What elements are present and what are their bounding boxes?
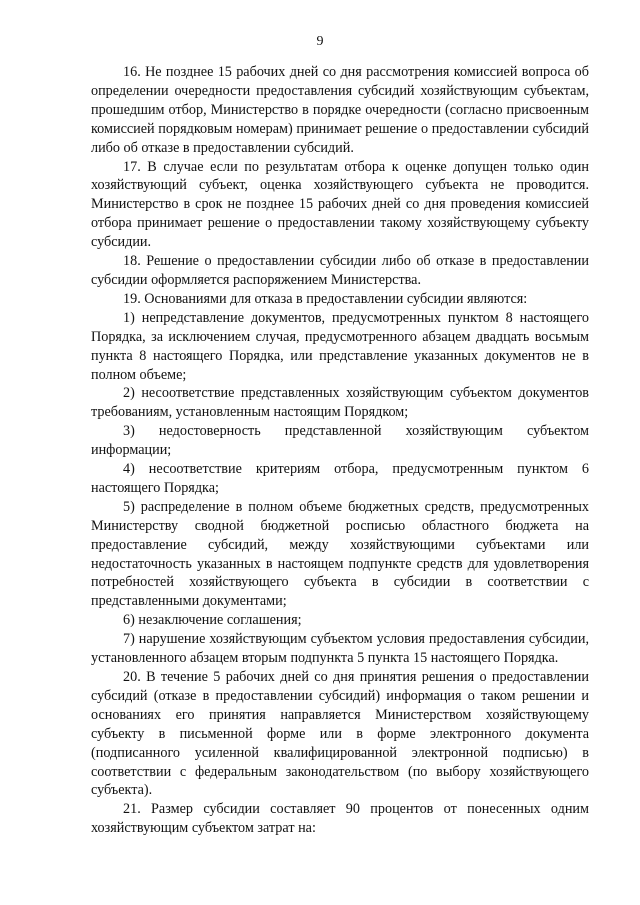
paragraph-19: 19. Основаниями для отказа в предоставлении субсидии являются: (123, 290, 528, 307)
page-number: 9 (316, 34, 324, 49)
paragraph-21: 21. Размер субсидии составляет 90 процентов от понесенных одним хозяйствующим субъектом затрат на: (91, 801, 589, 837)
paragraph-18: 18. Решение о предоставлении субсидии либо об отказе в предоставлении субсидии оформляется распоряжением Министерства. (91, 253, 589, 288)
list-item-19-6: 6) незаключение соглашения; (123, 612, 302, 629)
list-item-19-1: 1) непредставление документов, предусмотренных пунктом 8 настоящего Порядка, за исключением случая, предусмотренного абзацем двадцать восьмым пункта 8 настоящего Порядка, или представление указанных документов не в полном объеме; (91, 309, 589, 383)
list-item-19-5: 5) распределение в полном объеме бюджетных средств, предусмотренных Министерству сводной бюджетной росписью областного бюджета на предоставление субсидий, между хозяйствующими субъектами или недостаточность указанных в настоящем подпункте средств для удовлетворения потребностей хозяйствующего субъекта в субсидии в соответствии с представленными документами; (91, 498, 589, 610)
list-item-19-2: 2) несоответствие представленных хозяйствующим субъектом документов требованиям, установленным настоящим Порядком; (91, 385, 589, 421)
list-item-19-3: 3) недостоверность представленной хозяйствующим субъектом информации; (91, 423, 589, 459)
paragraph-17: 17. В случае если по результатам отбора к оценке допущен только один хозяйствующий субъект, оценка хозяйствующего субъекта не проводится. Министерство в срок не позднее 15 рабочих дней со дня проведения комиссией отбора принимает решение о предоставлении такому хозяйствующему субъекту субсидии. (91, 158, 589, 251)
document-body (91, 63, 589, 838)
paragraph-20: 20. В течение 5 рабочих дней со дня принятия решения о предоставлении субсидий (отказе в предоставлении субсидий) информация о таком решении и основаниях его принятия направляется Министерством хозяйствующему субъекту в письменной форме или в форме электронного документа (подписанного усиленной квалифицированной электронной подписью) в соответствии с федеральным законодательством (по выбору хозяйствующего субъекта). (91, 669, 589, 799)
list-item-19-7: 7) нарушение хозяйствующим субъектом условия предоставления субсидии, установленного абзацем вторым подпункта 5 пункта 15 настоящего Порядка. (91, 631, 589, 667)
paragraph-16: 16. Не позднее 15 рабочих дней со дня рассмотрения комиссией вопроса об определении очередности предоставления субсидий хозяйствующим субъектам, прошедшим отбор, Министерство в порядке очередности (согласно присвоенным комиссией порядковым номерам) принимает решение о предоставлении субсидий либо об отказе в предоставлении субсидий. (91, 64, 589, 156)
list-item-19-4: 4) несоответствие критериям отбора, предусмотренным пунктом 6 настоящего Порядка; (91, 461, 589, 496)
